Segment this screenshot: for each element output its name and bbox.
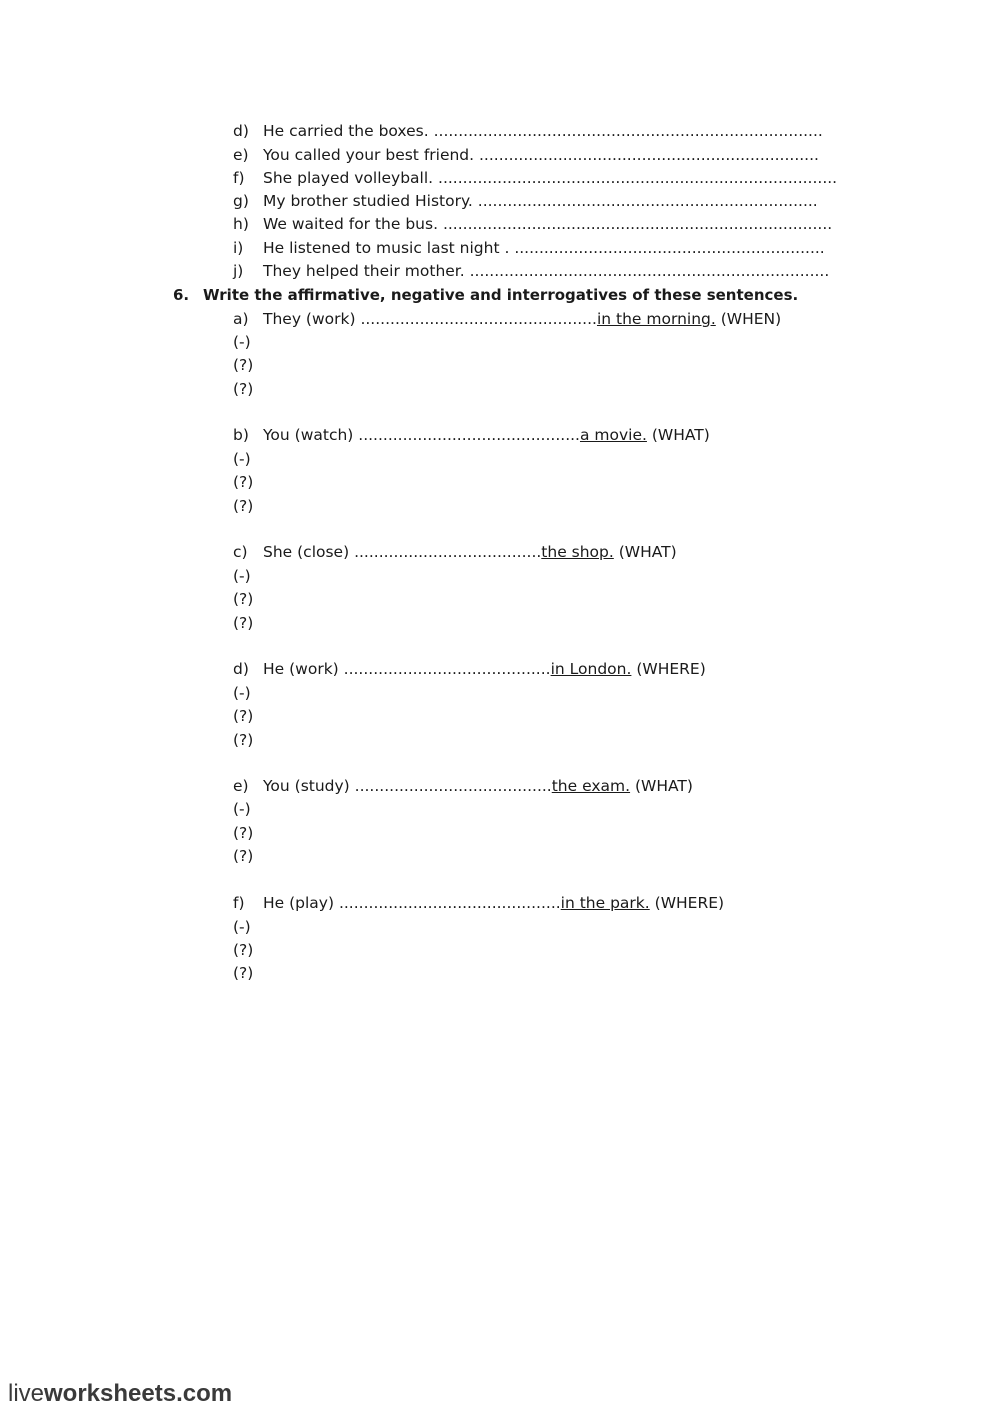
item-letter: h) [233,215,249,233]
question-line: (?) [233,847,254,865]
item-prompt: You (study) ........................................ [263,777,552,795]
item-letter: i) [233,239,244,257]
item-text: You called your best friend. ..................................................................... [263,146,819,164]
item-letter: d) [233,660,249,678]
underlined-phrase: the shop. [541,543,614,561]
wh-word: (WHAT) [618,543,677,561]
question-line: (?) [233,707,254,725]
ex5-item [233,145,819,165]
question-line: (?) [233,824,254,842]
underlined-phrase: in the park. [560,894,650,912]
item-text: He carried the boxes. ............................................................................... [263,122,823,140]
ex6-item-prompt [233,776,693,796]
item-text: She played volleyball. ................................................................................. [263,169,838,187]
item-prompt: She (close) ...................................... [263,543,542,561]
question-line: (?) [233,964,254,982]
question-line: (?) [233,614,254,632]
question-line: (?) [233,473,254,491]
watermark-bold: worksheets.com [44,1380,233,1407]
item-prompt: They (work) ................................................ [263,310,597,328]
negative-line: (-) [233,684,251,702]
item-letter: g) [233,192,249,210]
ex5-item [233,191,818,211]
item-text: He listened to music last night . ............................................................... [263,239,825,257]
negative-line: (-) [233,918,251,936]
ex6-item-prompt [233,542,677,562]
ex5-item [233,261,829,281]
question-line: (?) [233,590,254,608]
negative-line: (-) [233,800,251,818]
wh-word: (WHAT) [651,426,710,444]
watermark-light: live [8,1380,45,1407]
item-text: My brother studied History. ..................................................................... [263,192,818,210]
question-line: (?) [233,497,254,515]
item-prompt: He (work) .......................................... [263,660,551,678]
exercise-heading [173,285,798,305]
question-line: (?) [233,941,254,959]
wh-word: (WHERE) [636,660,706,678]
underlined-phrase: a movie. [579,426,647,444]
ex6-item-prompt [233,309,781,329]
exercise-number: 6. [173,286,190,304]
item-letter: f) [233,169,245,187]
underlined-phrase: in the morning. [596,310,716,328]
item-letter: b) [233,426,249,444]
liveworksheets-watermark [8,1380,232,1408]
negative-line: (-) [233,333,251,351]
underlined-phrase: the exam. [551,777,631,795]
ex6-item-prompt [233,425,710,445]
item-letter: e) [233,146,249,164]
item-letter: j) [233,262,244,280]
underlined-phrase: in London. [550,660,632,678]
question-line: (?) [233,380,254,398]
ex5-item [233,238,825,258]
item-prompt: You (watch) ............................................. [263,426,580,444]
item-letter: a) [233,310,249,328]
negative-line: (-) [233,450,251,468]
ex6-item-prompt [233,893,724,913]
item-letter: f) [233,894,245,912]
item-text: We waited for the bus. ............................................................................... [263,215,833,233]
ex5-item [233,214,832,234]
wh-word: (WHEN) [720,310,782,328]
exercise-instruction: Write the affirmative, negative and interrogatives of these sentences. [203,286,799,304]
item-letter: e) [233,777,249,795]
ex5-item [233,168,837,188]
item-text: They helped their mother. ......................................................................... [263,262,830,280]
item-letter: d) [233,122,249,140]
negative-line: (-) [233,567,251,585]
question-line: (?) [233,356,254,374]
wh-word: (WHERE) [654,894,725,912]
ex5-item [233,121,823,141]
item-letter: c) [233,543,248,561]
wh-word: (WHAT) [635,777,693,795]
ex6-item-prompt [233,659,706,679]
item-prompt: He (play) ............................................. [263,894,561,912]
question-line: (?) [233,731,254,749]
